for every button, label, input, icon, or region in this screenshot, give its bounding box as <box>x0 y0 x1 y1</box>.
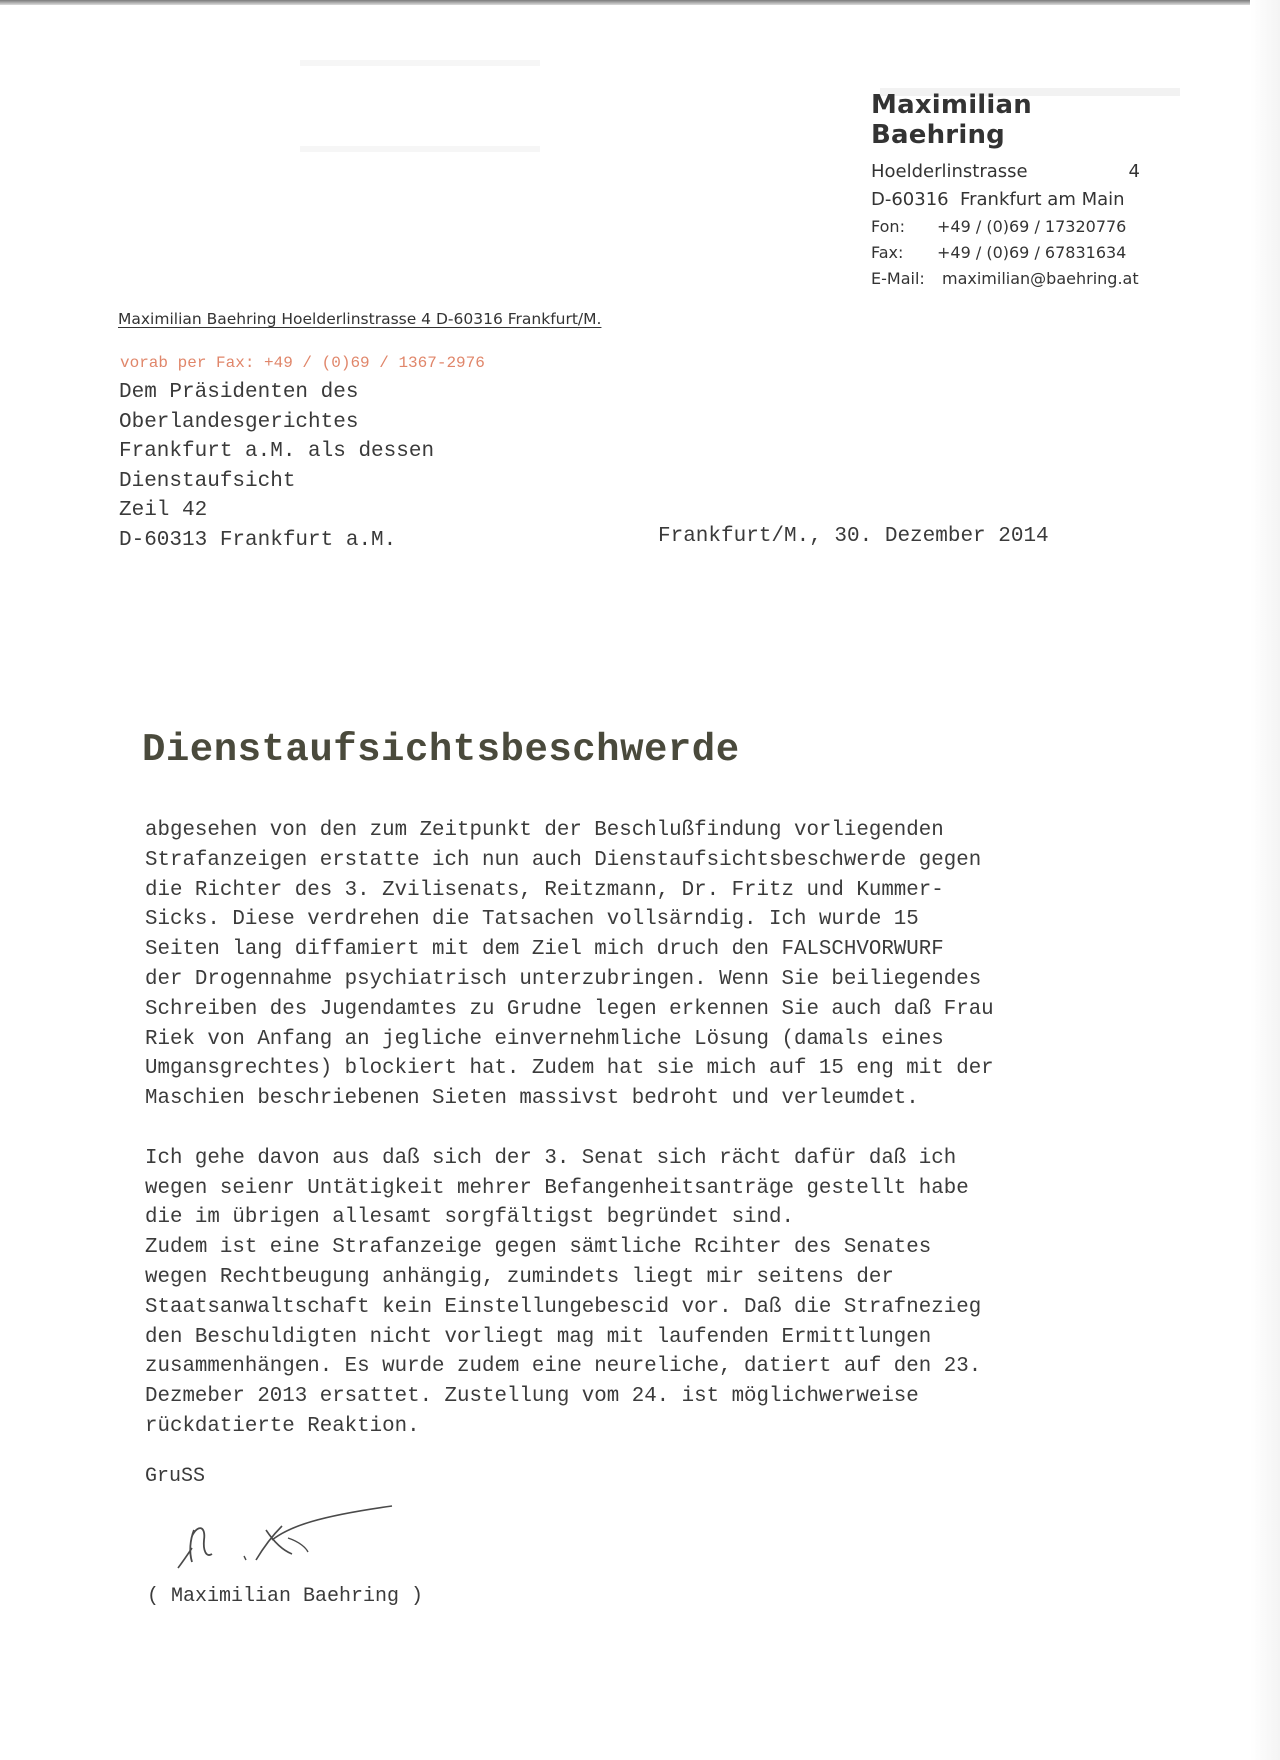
recipient-line: Oberlandesgerichtes <box>119 410 359 434</box>
letter-title: Dienstaufsichtsbeschwerde <box>142 728 740 772</box>
body-line: zusammenhängen. Es wurde zudem eine neureliche, datiert auf den 23. <box>145 1355 982 1379</box>
body-line: Dezmeber 2013 ersattet. Zustellung vom 24. ist möglichwerweise <box>145 1385 919 1409</box>
show-through-block <box>300 60 540 152</box>
body-line: Schreiben des Jugendamtes zu Grudne legen erkennen Sie auch daß Frau <box>145 997 994 1021</box>
handwritten-signature <box>170 1490 450 1580</box>
letterhead <box>871 90 1140 292</box>
email-label: E-Mail: <box>871 269 925 288</box>
letterhead-street: Hoelderlinstrasse <box>871 161 1028 182</box>
fax-note: vorab per Fax: +49 / (0)69 / 1367-2976 <box>120 354 485 372</box>
body-line: der Drogennahme psychiatrisch unterzubringen. Wenn Sie beiliegendes <box>145 967 982 991</box>
body-line: Sicks. Diese verdrehen die Tatsachen vollsärndig. Ich wurde 15 <box>145 908 919 932</box>
body-line: Ich gehe davon aus daß sich der 3. Senat sich rächt dafür daß ich <box>145 1146 957 1170</box>
body-line: Umgansgrechtes) blockiert hat. Zudem hat sie mich auf 15 eng mit der <box>145 1057 994 1081</box>
recipient-address <box>119 378 434 556</box>
recipient-line: D-60313 Frankfurt a.M. <box>119 528 397 552</box>
letterhead-name: Maximilian Baehring <box>871 90 1032 150</box>
fax-value: +49 / (0)69 / 67831634 <box>937 243 1127 262</box>
fon-label: Fon: <box>871 217 905 236</box>
body-line: Maschien beschriebenen Sieten massivst bedroht und verleumdet. <box>145 1087 919 1111</box>
body-line: abgesehen von den zum Zeitpunkt der Beschlußfindung vorliegenden <box>145 819 944 842</box>
body-line: wegen Rechtbeugung anhängig, zumindets liegt mir seitens der <box>145 1265 894 1289</box>
scan-edge-top <box>0 0 1280 5</box>
letterhead-fax-row <box>871 240 1140 266</box>
recipient-line: Frankfurt a.M. als dessen <box>119 440 435 464</box>
fon-value: +49 / (0)69 / 17320776 <box>937 217 1127 236</box>
letter-date: Frankfurt/M., 30. Dezember 2014 <box>658 525 1049 548</box>
paragraph-gap <box>145 1114 994 1144</box>
sender-return-address: Maximilian Baehring Hoelderlinstrasse 4 D-60316 Frankfurt/M. <box>118 310 602 328</box>
body-line: Staatsanwaltschaft kein Einstellungebescid vor. Daß die Strafnezieg <box>145 1295 982 1319</box>
closing-greeting: GruSS <box>145 1465 206 1488</box>
body-line: rückdatierte Reaktion. <box>145 1414 420 1438</box>
body-line: den Beschuldigten nicht vorliegt mag mit laufenden Ermittlungen <box>145 1325 932 1349</box>
body-line: Riek von Anfang an jegliche einvernehmliche Lösung (damals eines <box>145 1027 944 1051</box>
body-line: wegen seienr Untätigkeit mehrer Befangenheitsanträge gestellt habe <box>145 1176 969 1200</box>
letter-body <box>145 816 994 1442</box>
signature-name: ( Maximilian Baehring ) <box>147 1585 424 1608</box>
letterhead-street-row <box>871 158 1140 186</box>
body-line: Strafanzeigen erstatte ich nun auch Dienstaufsichtsbeschwerde gegen <box>145 848 982 872</box>
body-line: Seiten lang diffamiert mit dem Ziel mich druch den FALSCHVORWURF <box>145 938 944 962</box>
letterhead-city: D-60316 Frankfurt am Main <box>871 189 1125 210</box>
fax-label: Fax: <box>871 243 904 262</box>
body-line: Zudem ist eine Strafanzeige gegen sämtliche Rcihter des Senates <box>145 1236 932 1260</box>
letterhead-fon-row <box>871 214 1140 240</box>
letterhead-house-number: 4 <box>1128 161 1140 182</box>
letterhead-email-row <box>871 266 1140 292</box>
recipient-line: Dem Präsidenten des <box>119 381 359 404</box>
scan-edge-right <box>1250 0 1280 1760</box>
body-line: die Richter des 3. Zvilisenats, Reitzmann, Dr. Fritz und Kummer- <box>145 878 944 902</box>
recipient-line: Dienstaufsicht <box>119 469 296 493</box>
recipient-line: Zeil 42 <box>119 499 208 523</box>
email-value: maximilian@baehring.at <box>942 269 1139 288</box>
body-line: die im übrigen allesamt sorgfältigst begründet sind. <box>145 1206 794 1230</box>
